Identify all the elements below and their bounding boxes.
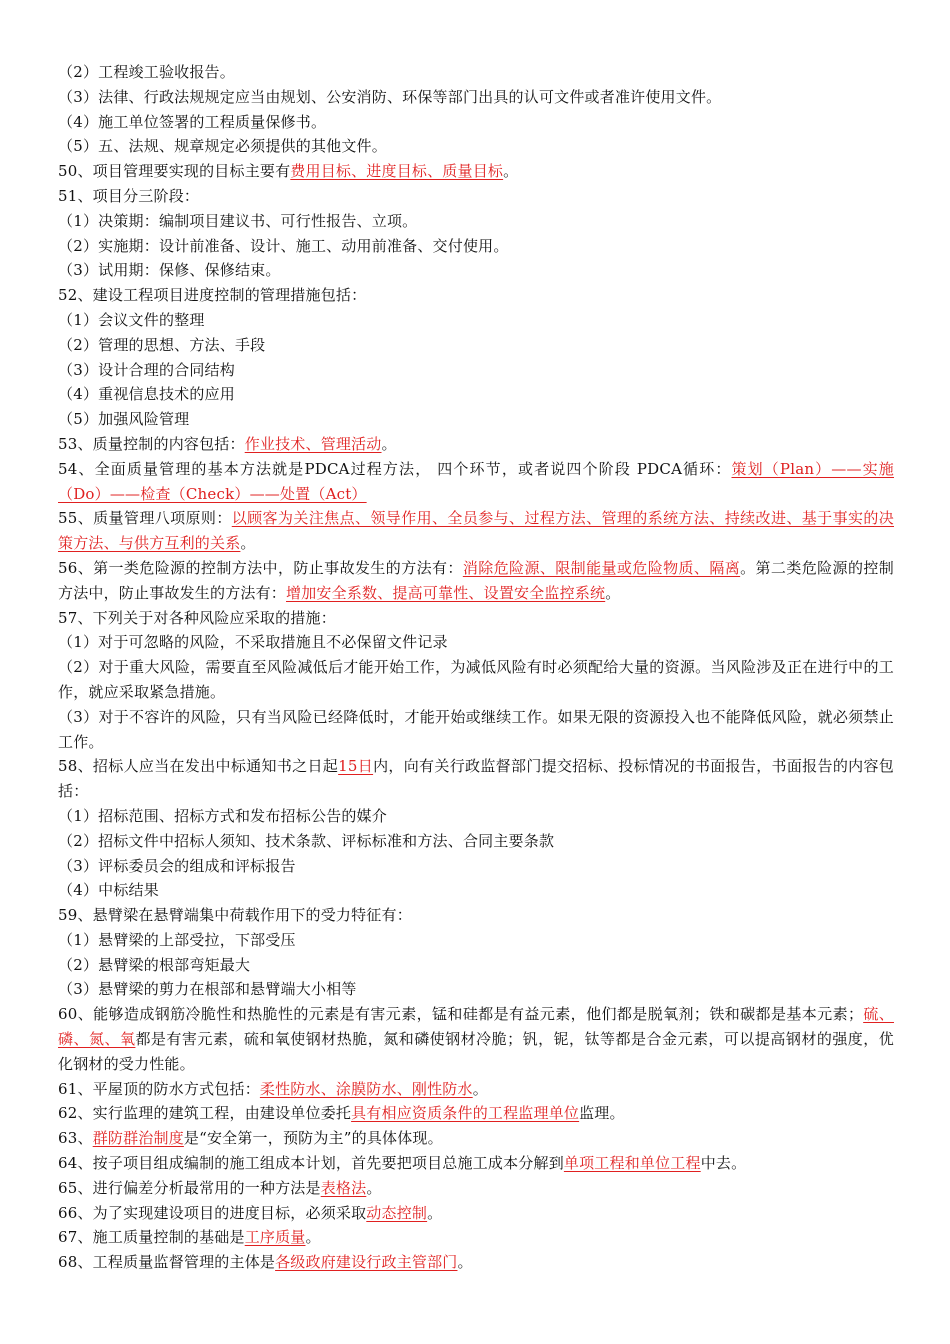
document-body xyxy=(58,60,894,1275)
text-line xyxy=(58,854,894,879)
text-segment: （1）悬臂梁的上部受拉，下部受压 xyxy=(58,930,296,949)
text-segment: 54、全面质量管理的基本方法就是PDCA过程方法， 四个环节，或者说四个阶段 PDCA循环： xyxy=(58,459,732,478)
highlighted-answer: 工序质量 xyxy=(244,1228,306,1247)
text-segment: 64、按子项目组成编制的施工组成本计划，首先要把项目总施工成本分解到 xyxy=(58,1154,564,1173)
highlighted-answer: 15日 xyxy=(338,757,374,776)
text-line xyxy=(58,804,894,829)
text-line xyxy=(58,407,894,432)
text-segment: （2）管理的思想、方法、手段 xyxy=(58,335,266,354)
highlighted-answer: 柔性防水、涂膜防水、刚性防水 xyxy=(259,1079,473,1098)
text-segment: （3）法律、行政法规规定应当由规划、公安消防、环保等部门出具的认可文件或者准许使用文件。 xyxy=(58,87,722,106)
text-line xyxy=(58,1201,894,1226)
highlighted-answer: 消除危险源、限制能量或危险物质、隔离 xyxy=(462,558,741,577)
text-segment: 52、建设工程项目进度控制的管理措施包括： xyxy=(58,286,367,305)
text-segment: 内，向有关行政监督部门提交招标、投标情况的书面报告，书面报告的内容包括： xyxy=(58,757,894,801)
text-line xyxy=(58,705,894,755)
text-segment: （1）决策期：编制项目建议书、可行性报告、立项。 xyxy=(58,211,418,230)
text-line xyxy=(58,333,894,358)
text-line xyxy=(58,184,894,209)
highlighted-answer: 表格法 xyxy=(320,1178,367,1197)
text-segment: 。 xyxy=(457,1253,473,1272)
text-segment: 57、下列关于对各种风险应采取的措施： xyxy=(58,608,336,627)
text-line xyxy=(58,928,894,953)
text-segment: （3）悬臂梁的剪力在根部和悬臂端大小相等 xyxy=(58,980,357,999)
text-line xyxy=(58,234,894,259)
highlighted-answer: 策划（Plan）——实施（Do）——检查（Check）——处置（Act） xyxy=(58,459,894,503)
text-line xyxy=(58,754,894,804)
text-line xyxy=(58,110,894,135)
text-line xyxy=(58,829,894,854)
highlighted-answer: 硫、磷、氮、氧 xyxy=(58,1005,894,1049)
text-segment: 67、施工质量控制的基础是 xyxy=(58,1228,245,1247)
text-line xyxy=(58,1151,894,1176)
text-segment: （1）对于可忽略的风险，不采取措施且不必保留文件记录 xyxy=(58,633,448,652)
text-segment: （1）会议文件的整理 xyxy=(58,310,205,329)
text-segment: （2）悬臂梁的根部弯矩最大 xyxy=(58,955,251,974)
highlighted-answer: 费用目标、进度目标、质量目标 xyxy=(290,162,504,181)
text-line xyxy=(58,1077,894,1102)
text-segment: 。 xyxy=(605,583,621,602)
text-segment: 66、为了实现建设项目的进度目标，必须采取 xyxy=(58,1203,367,1222)
text-line xyxy=(58,283,894,308)
text-segment: （4）重视信息技术的应用 xyxy=(58,385,235,404)
text-segment: （3）评标委员会的组成和评标报告 xyxy=(58,856,296,875)
text-segment: （1）招标范围、招标方式和发布招标公告的媒介 xyxy=(58,806,387,825)
text-line xyxy=(58,159,894,184)
text-segment: 56、第一类危险源的控制方法中，防止事故发生的方法有： xyxy=(58,558,463,577)
text-line xyxy=(58,1250,894,1275)
text-line xyxy=(58,655,894,705)
text-line xyxy=(58,506,894,556)
text-segment: 62、实行监理的建筑工程，由建设单位委托 xyxy=(58,1104,352,1123)
highlighted-answer: 以顾客为关注焦点、领导作用、全员参与、过程方法、管理的系统方法、持续改进、基于事实的决策方法、与供方互利的关系 xyxy=(58,509,894,553)
text-line xyxy=(58,1176,894,1201)
highlighted-answer: 作业技术、管理活动 xyxy=(244,434,382,453)
text-segment: 58、招标人应当在发出中标通知书之日起 xyxy=(58,757,339,776)
text-segment: 。第二类危险源的控制方法中，防止事故发生的方法有： xyxy=(58,558,894,602)
text-line xyxy=(58,358,894,383)
highlighted-answer: 单项工程和单位工程 xyxy=(563,1154,701,1173)
text-line xyxy=(58,953,894,978)
text-line xyxy=(58,1225,894,1250)
text-segment: 。 xyxy=(472,1079,488,1098)
highlighted-answer: 具有相应资质条件的工程监理单位 xyxy=(351,1104,580,1123)
text-segment: （3）对于不容许的风险，只有当风险已经降低时，才能开始或继续工作。如果无限的资源投入也不能降低风险，就必须禁止工作。 xyxy=(58,707,894,751)
highlighted-answer: 各级政府建设行政主管部门 xyxy=(275,1253,458,1272)
text-line xyxy=(58,134,894,159)
text-line xyxy=(58,382,894,407)
text-line xyxy=(58,903,894,928)
text-line xyxy=(58,209,894,234)
text-segment: （3）试用期：保修、保修结束。 xyxy=(58,261,281,280)
text-segment: 。 xyxy=(240,534,256,553)
text-line xyxy=(58,1126,894,1151)
text-line xyxy=(58,606,894,631)
text-segment: （3）设计合理的合同结构 xyxy=(58,360,235,379)
text-segment: 。 xyxy=(381,434,397,453)
text-line xyxy=(58,556,894,606)
text-segment: （2）对于重大风险，需要直至风险减低后才能开始工作，为减低风险有时必须配给大量的资源。当风险涉及正在进行中的工作，就应采取紧急措施。 xyxy=(58,658,894,701)
text-line xyxy=(58,878,894,903)
text-segment: 61、平屋顶的防水方式包括： xyxy=(58,1079,260,1098)
text-segment: 。 xyxy=(503,162,519,181)
text-line xyxy=(58,1101,894,1126)
text-segment: （2）实施期：设计前准备、设计、施工、动用前准备、交付使用。 xyxy=(58,236,509,255)
text-line xyxy=(58,1002,894,1076)
text-line xyxy=(58,630,894,655)
text-segment: （2）工程竣工验收报告。 xyxy=(58,63,235,81)
text-segment: 是“安全第一，预防为主”的具体体现。 xyxy=(183,1129,443,1148)
text-segment: （4）中标结果 xyxy=(58,881,159,900)
highlighted-answer: 增加安全系数、提高可靠性、设置安全监控系统 xyxy=(286,583,606,602)
text-segment: 53、质量控制的内容包括： xyxy=(58,434,245,453)
text-segment: （5）加强风险管理 xyxy=(58,410,190,429)
text-segment: 59、悬臂梁在悬臂端集中荷载作用下的受力特征有： xyxy=(58,906,412,925)
text-segment: （5）五、法规、规章规定必须提供的其他文件。 xyxy=(58,137,387,156)
text-segment: 。 xyxy=(305,1228,321,1247)
text-segment: 中去。 xyxy=(700,1154,747,1173)
text-line xyxy=(58,457,894,507)
text-line xyxy=(58,308,894,333)
text-segment: （4）施工单位签署的工程质量保修书。 xyxy=(58,112,327,131)
text-line xyxy=(58,432,894,457)
text-segment: 。 xyxy=(366,1178,382,1197)
text-segment: 都是有害元素，硫和氧使钢材热脆，氮和磷使钢材冷脆；钒，铌，钛等都是合金元素，可以提高钢材的强度，优化钢材的受力性能。 xyxy=(58,1030,894,1073)
text-line xyxy=(58,85,894,110)
text-segment: 51、项目分三阶段： xyxy=(58,186,200,205)
text-segment: 60、能够造成钢筋冷脆性和热脆性的元素是有害元素，锰和硅都是有益元素，他们都是脱氧剂；铁和碳都是基本元素； xyxy=(58,1005,864,1024)
text-line xyxy=(58,60,894,85)
text-segment: 。 xyxy=(427,1203,443,1222)
text-segment: 监理。 xyxy=(579,1104,625,1123)
text-segment: （2）招标文件中招标人须知、技术条款、评标标准和方法、合同主要条款 xyxy=(58,831,555,850)
highlighted-answer: 动态控制 xyxy=(366,1203,428,1222)
text-segment: 65、进行偏差分析最常用的一种方法是 xyxy=(58,1178,321,1197)
text-segment: 63、 xyxy=(58,1129,93,1148)
text-segment: 68、工程质量监督管理的主体是 xyxy=(58,1253,276,1272)
text-segment: 50、项目管理要实现的目标主要有 xyxy=(58,162,291,181)
text-line xyxy=(58,977,894,1002)
text-segment: 55、质量管理八项原则： xyxy=(58,509,232,528)
highlighted-answer: 群防群治制度 xyxy=(92,1129,184,1148)
text-line xyxy=(58,258,894,283)
